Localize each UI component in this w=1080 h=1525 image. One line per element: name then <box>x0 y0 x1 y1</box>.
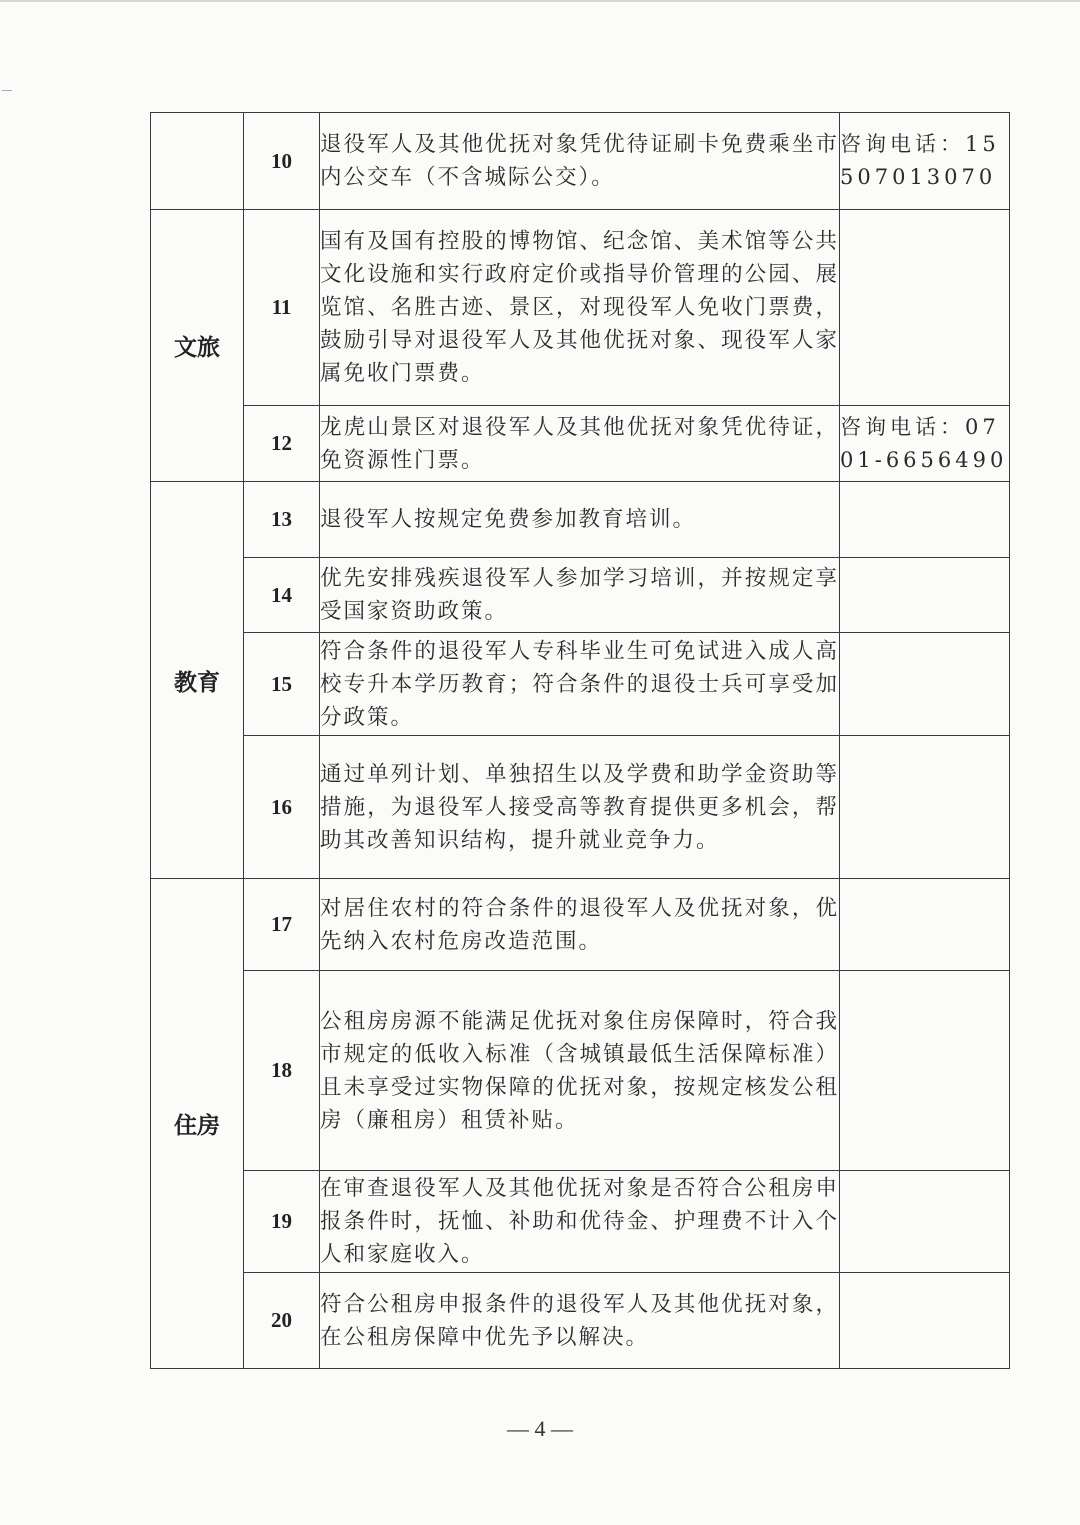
policy-content: 优先安排残疾退役军人参加学习培训，并按规定享受国家资助政策。 <box>320 558 840 633</box>
note-cell <box>840 558 1010 633</box>
policy-content: 符合条件的退役军人专科毕业生可免试进入成人高校专升本学历教育；符合条件的退役士兵可享受加分政策。 <box>320 633 840 736</box>
table-row <box>151 113 1010 210</box>
page-number: — 4 — <box>507 1416 573 1441</box>
policy-content: 退役军人按规定免费参加教育培训。 <box>320 482 840 558</box>
row-number: 17 <box>244 879 320 971</box>
table-row <box>151 736 1010 879</box>
note-cell <box>840 879 1010 971</box>
row-number: 18 <box>244 971 320 1171</box>
category-cell-empty <box>151 113 244 210</box>
edge-mark <box>2 90 12 91</box>
table-row <box>151 1171 1010 1273</box>
note-cell <box>840 1171 1010 1273</box>
policy-content: 对居住农村的符合条件的退役军人及优抚对象，优先纳入农村危房改造范围。 <box>320 879 840 971</box>
table-row <box>151 1273 1010 1369</box>
consult-phone-note: 咨询电话：15507013070 <box>840 113 1010 210</box>
policy-content: 国有及国有控股的博物馆、纪念馆、美术馆等公共文化设施和实行政府定价或指导价管理的公园、展览馆、名胜古迹、景区，对现役军人免收门票费，鼓励引导对退役军人及其他优抚对象、现役军人家属免收门票费。 <box>320 210 840 406</box>
table-row <box>151 406 1010 482</box>
policy-content: 在审查退役军人及其他优抚对象是否符合公租房申报条件时，抚恤、补助和优待金、护理费不计入个人和家庭收入。 <box>320 1171 840 1273</box>
consult-phone-note: 咨询电话：0701-6656490 <box>840 406 1010 482</box>
category-education: 教育 <box>151 482 244 879</box>
table-row <box>151 210 1010 406</box>
note-cell <box>840 633 1010 736</box>
row-number: 20 <box>244 1273 320 1369</box>
row-number: 15 <box>244 633 320 736</box>
note-cell <box>840 1273 1010 1369</box>
policy-content: 通过单列计划、单独招生以及学费和助学金资助等措施，为退役军人接受高等教育提供更多机会，帮助其改善知识结构，提升就业竞争力。 <box>320 736 840 879</box>
row-number: 13 <box>244 482 320 558</box>
policy-content: 符合公租房申报条件的退役军人及其他优抚对象，在公租房保障中优先予以解决。 <box>320 1273 840 1369</box>
row-number: 10 <box>244 113 320 210</box>
row-number: 11 <box>244 210 320 406</box>
table-row <box>151 558 1010 633</box>
table-row <box>151 971 1010 1171</box>
policy-content: 公租房房源不能满足优抚对象住房保障时，符合我市规定的低收入标准（含城镇最低生活保障标准）且未享受过实物保障的优抚对象，按规定核发公租房（廉租房）租赁补贴。 <box>320 971 840 1171</box>
note-cell <box>840 736 1010 879</box>
table-row <box>151 482 1010 558</box>
note-cell <box>840 482 1010 558</box>
category-housing: 住房 <box>151 879 244 1369</box>
row-number: 12 <box>244 406 320 482</box>
note-cell <box>840 971 1010 1171</box>
row-number: 16 <box>244 736 320 879</box>
table-row <box>151 633 1010 736</box>
policy-content: 龙虎山景区对退役军人及其他优抚对象凭优待证，免资源性门票。 <box>320 406 840 482</box>
policy-content: 退役军人及其他优抚对象凭优待证刷卡免费乘坐市内公交车（不含城际公交）。 <box>320 113 840 210</box>
row-number: 14 <box>244 558 320 633</box>
table-row <box>151 879 1010 971</box>
top-edge-line <box>0 0 1080 2</box>
category-culture-tourism: 文旅 <box>151 210 244 482</box>
row-number: 19 <box>244 1171 320 1273</box>
policy-table <box>150 112 1010 1369</box>
note-cell <box>840 210 1010 406</box>
